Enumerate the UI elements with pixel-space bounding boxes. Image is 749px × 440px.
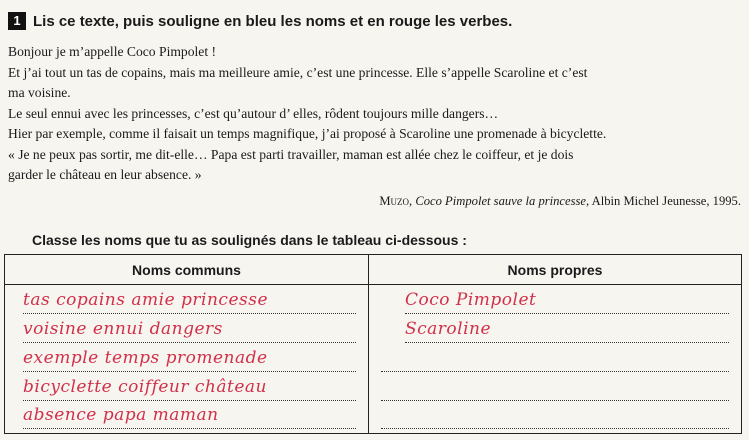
table-instruction: Classe les noms que tu as soulignés dans le tableau ci-dessous : [32, 232, 467, 248]
table-header [5, 255, 741, 285]
common-nouns-column [5, 285, 369, 434]
reading-text [8, 42, 743, 186]
attribution-title: Coco Pimpolet sauve la princesse, [415, 194, 590, 208]
header-common-nouns: Noms communs [5, 255, 369, 284]
answer-line[interactable]: exemple temps promenade [23, 345, 356, 372]
answer-line[interactable]: Scaroline [405, 316, 729, 343]
answer-line[interactable] [381, 345, 729, 372]
nouns-table [4, 254, 742, 434]
answer-line[interactable]: Coco Pimpolet [405, 287, 729, 314]
exercise-header [8, 12, 512, 30]
answer-line[interactable]: tas copains amie princesse [23, 287, 356, 314]
answer-line[interactable]: voisine ennui dangers [23, 316, 356, 343]
text-line: ma voisine. [8, 85, 71, 100]
proper-nouns-column [369, 285, 741, 434]
text-line: Le seul ennui avec les princesses, c’est qu’autour d’ elles, rôdent toujours mille dangers… [8, 105, 499, 121]
attribution-publisher: Albin Michel Jeunesse, 1995. [591, 194, 741, 208]
text-line: « Je ne peux pas sortir, me dit-elle… Papa est parti travailler, maman est allée chez le coiffeur, et je dois [8, 146, 574, 162]
answer-line[interactable]: bicyclette coiffeur château [23, 374, 356, 401]
answer-line[interactable]: absence papa maman [23, 402, 356, 429]
exercise-instruction: Lis ce texte, puis souligne en bleu les noms et en rouge les verbes. [33, 12, 513, 30]
header-proper-nouns: Noms propres [507, 261, 603, 278]
text-line: Et j’ai tout un tas de copains, mais ma meilleure amie, c’est une princesse. Elle s’appelle Scaroline et c’est [8, 64, 588, 80]
text-line: Bonjour je m’appelle Coco Pimpolet ! [8, 44, 217, 59]
text-line: garder le château en leur absence. » [8, 167, 202, 182]
exercise-number: 1 [8, 12, 26, 30]
answer-line[interactable] [381, 374, 729, 401]
answer-line[interactable] [381, 402, 729, 429]
attribution-author: Muzo, [379, 194, 413, 208]
text-line: Hier par exemple, comme il faisait un temps magnifique, j’ai proposé à Scaroline une promenade à bicyclette. [8, 126, 607, 141]
source-attribution [379, 194, 741, 209]
table-body [5, 285, 741, 434]
